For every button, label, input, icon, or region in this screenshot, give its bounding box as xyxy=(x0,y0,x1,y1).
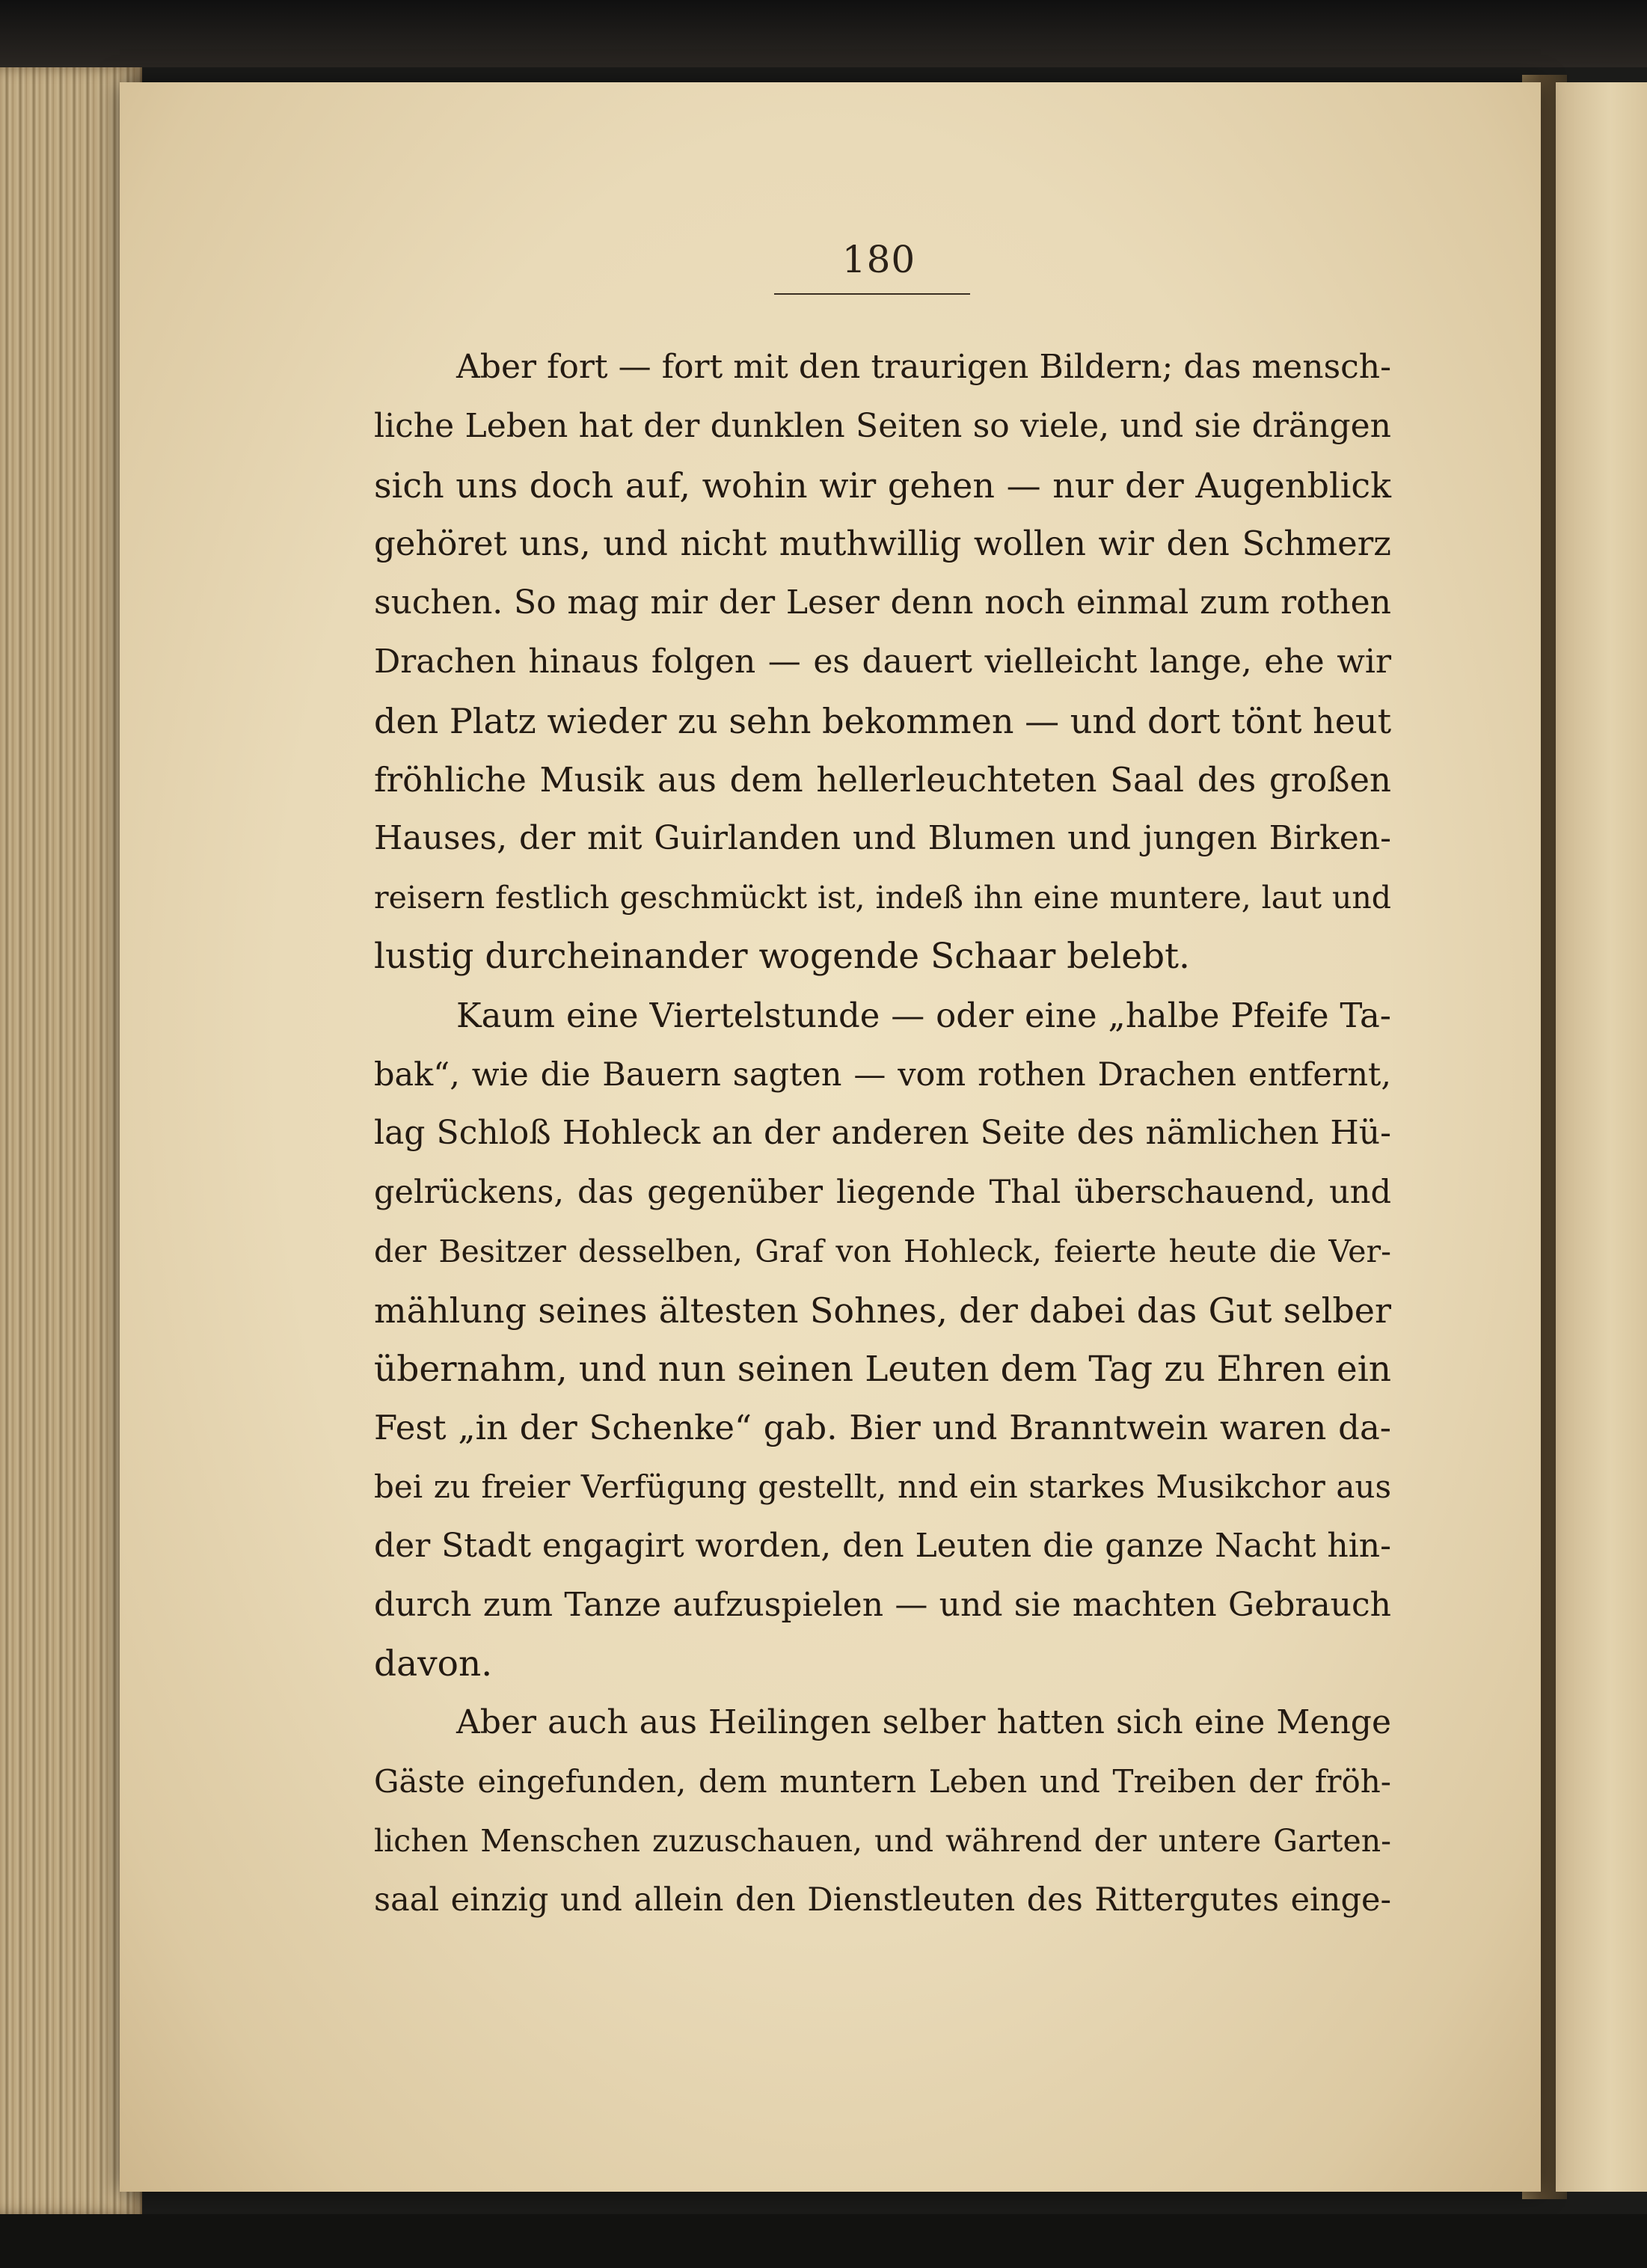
text-line: der Stadt engagirt worden, den Leuten die ganze Nacht hin- xyxy=(374,1526,1391,1565)
text-line: Kaum eine Viertelstunde — oder eine „halbe Pfeife Ta- xyxy=(456,995,1391,1035)
text-line: übernahm, und nun seinen Leuten dem Tag zu Ehren ein xyxy=(374,1348,1391,1390)
text-line: bei zu freier Verfügung gestellt, nnd ein starkes Musikchor aus xyxy=(374,1468,1391,1506)
text-line: gehöret uns, und nicht muthwillig wollen wir den Schmerz xyxy=(374,524,1391,564)
text-line: Hauses, der mit Guirlanden und Blumen und jungen Birken- xyxy=(374,819,1391,858)
text-line: Aber fort — fort mit den traurigen Bildern; das mensch- xyxy=(456,348,1391,386)
text-line: der Besitzer desselben, Graf von Hohleck, feierte heute die Ver- xyxy=(374,1233,1391,1269)
text-line: mählung seines ältesten Sohnes, der dabei das Gut selber xyxy=(374,1290,1391,1331)
text-line: den Platz wieder zu sehn bekommen — und dort tönt heut xyxy=(374,700,1392,741)
text-line: suchen. So mag mir der Leser denn noch einmal zum rothen xyxy=(374,583,1391,622)
text-line: bak“, wie die Bauern sagten — vom rothen Drachen entfernt, xyxy=(374,1055,1391,1094)
text-line: Drachen hinaus folgen — es dauert vielleicht lange, ehe wir xyxy=(374,642,1391,681)
text-line: reisern festlich geschmückt ist, indeß ihn eine muntere, laut und xyxy=(374,880,1391,916)
book-cover-top xyxy=(0,0,1647,67)
facing-page-edge xyxy=(1556,82,1647,2192)
text-line: gelrückens, das gegenüber liegende Thal überschauend, und xyxy=(374,1174,1391,1212)
page-number: 180 xyxy=(841,238,916,281)
body-text xyxy=(374,338,1391,1930)
text-line: Fest „in der Schenke“ gab. Bier und Branntwein waren da- xyxy=(374,1408,1391,1448)
text-line: davon. xyxy=(374,1643,493,1685)
text-line: saal einzig und allein den Dienstleuten des Rittergutes einge- xyxy=(374,1881,1391,1919)
book-cover-bottom xyxy=(0,2214,1647,2268)
text-line: Aber auch aus Heilingen selber hatten sich eine Menge xyxy=(456,1703,1391,1742)
header-rule xyxy=(774,293,970,295)
text-line: lag Schloß Hohleck an der anderen Seite des nämlichen Hü- xyxy=(374,1114,1391,1153)
text-line: lichen Menschen zuzuschauen, und während der untere Garten- xyxy=(374,1822,1391,1859)
text-line: sich uns doch auf, wohin wir gehen — nur der Augenblick xyxy=(374,465,1391,506)
text-line: liche Leben hat der dunklen Seiten so viele, und sie drängen xyxy=(374,406,1391,445)
text-line: fröhliche Musik aus dem hellerleuchteten Saal des großen xyxy=(374,759,1391,800)
text-line: lustig durcheinander wogende Schaar belebt. xyxy=(374,935,1190,977)
text-line: Gäste eingefunden, dem muntern Leben und Treiben der fröh- xyxy=(374,1763,1391,1800)
text-line: durch zum Tanze aufzuspielen — und sie machten Gebrauch xyxy=(374,1585,1391,1624)
